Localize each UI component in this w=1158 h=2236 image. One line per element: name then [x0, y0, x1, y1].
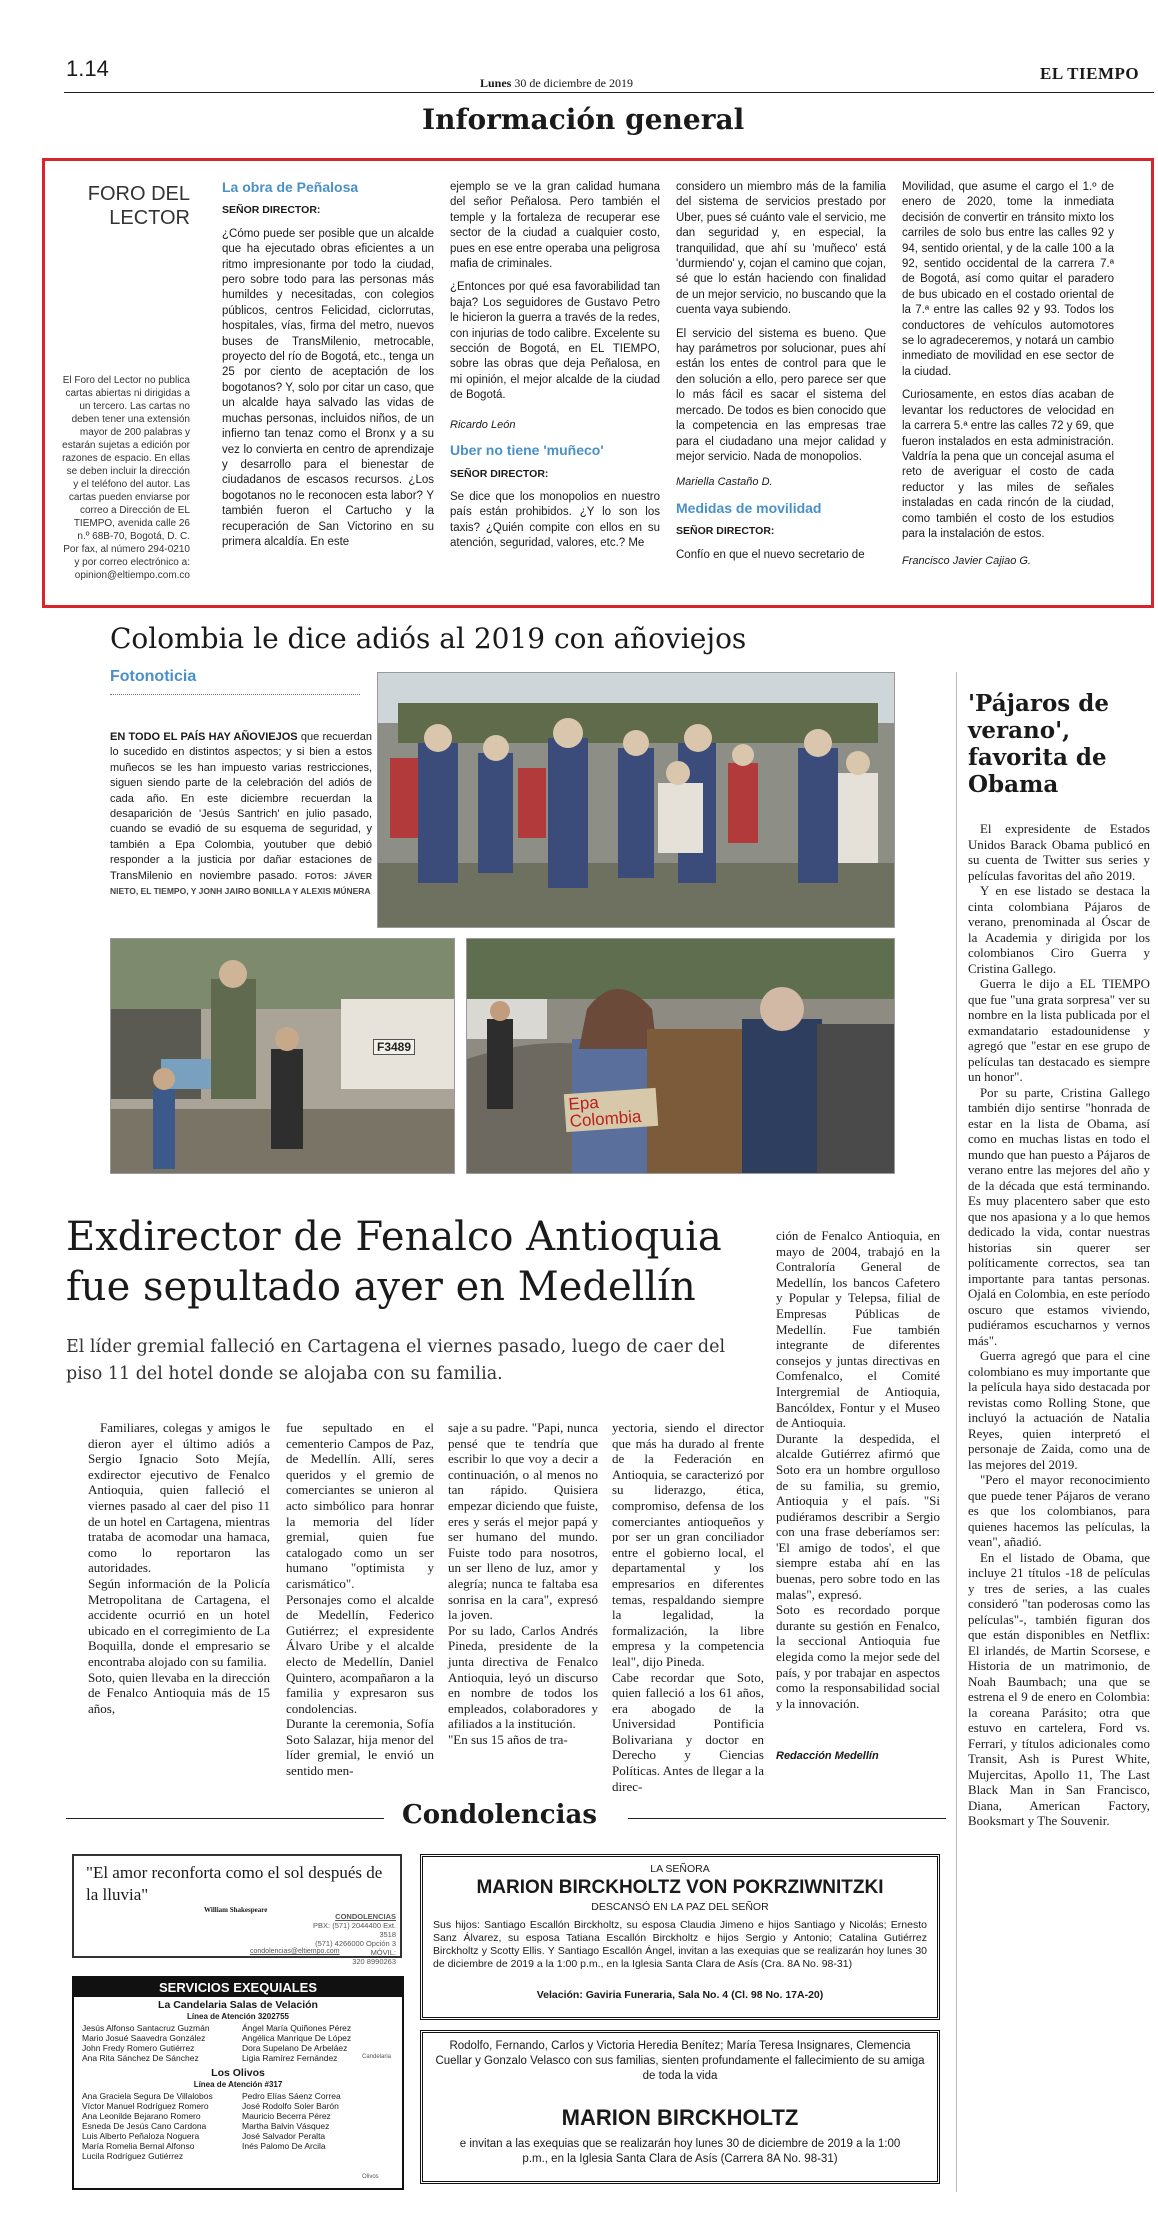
- letter-signature: Mariella Castaño D.: [676, 476, 773, 489]
- deceased-name: José Rodolfo Soler Barón: [242, 2101, 339, 2111]
- deceased-name: Martha Balvin Vásquez: [242, 2121, 330, 2131]
- obama-paragraph: Y en ese listado se destaca la cinta colombiana Pájaros de verano, prenominada al Óscar de la Academia y dirigida por los colombianos Ciro Guerra y Cristina Gallego.: [968, 884, 1150, 976]
- obit2-top: Rodolfo, Fernando, Carlos y Victoria Heredia Benítez; María Teresa Insignares, Clemencia Cuellar y Gonzalo Velasco con sus familias, sienten profundamente el fallecimiento de su amiga de toda la vida: [435, 2040, 925, 2082]
- servicios-box: [72, 1976, 404, 2190]
- candelaria-names-right: [242, 2023, 362, 2063]
- olivos-logo: Olivos: [362, 2174, 379, 2180]
- truck-plate: F3489: [373, 1039, 415, 1055]
- letter-paragraph: Confío en que el nuevo secretario de: [676, 548, 865, 561]
- candelaria-title: La Candelaria Salas de Velación: [158, 1999, 318, 2011]
- fenalco-col-2: fue sepultado en el cementerio Campos de Paz, de Medellín. Allí, seres queridos y el gremio de comerciantes se unieron al acto simbólico para honrar la memoria del líder gremial, quien fue catalogado como un ser humano "optimista y carismático". Personajes como el alcalde de Medellín, Federico Gutiérrez; el expresidente Álvaro Uribe y el alcalde electo de Medellín, Daniel Quintero, acompañaron a la familia y expresaron sus condolencias. Durante la ceremonia, Sofía Soto Salazar, hija menor del líder gremial, le envió un sentido men-: [286, 1420, 434, 1779]
- anoviejo-sign: Epa Colombia: [564, 1088, 658, 1132]
- foro-label-line2: LECTOR: [109, 207, 190, 229]
- deceased-name: Ana Rita Sánchez De Sánchez: [82, 2053, 199, 2063]
- caption-body: que recuerdan lo sucedido en distintos aspectos; y si bien a estos muñecos se les han impuesto varias restricciones, siguen siendo parte de la celebración del adiós de cada año. En este diciembre recuerdan la desaparición de 'Jesús Santrich' en julio pasado, cuando se evadió de su esquema de seguridad, y también a Epa Colombia, youtuber que debió responder a la justicia por dañar estaciones de TransMilenio en noviembre pasado.: [110, 731, 372, 882]
- obama-paragraph: Guerra le dijo a EL TIEMPO que fue "una grata sorpresa" ver su nombre en la lista publicada por el exmandatario estadounidense y agregó que "estar en ese grupo de películas tan destacado es siempre un honor".: [968, 977, 1150, 1084]
- deceased-name: María Romelia Bernal Alfonso: [82, 2141, 195, 2151]
- fenalco-col-4: yectoria, siendo el director que más ha durado al frente de la Federación en Antioquia, se caracterizó por su liderazgo, ética, compromiso, defensa de los comerciantes antioqueños y por ser un gran conciliador entre el gobierno local, el departamental y los empresarios en diferentes temas, respaldando siempre la legalidad, la formalización, la libre empresa y la competencia leal", dijo Pineda. Cabe recordar que Soto, quien falleció a los 61 años, era abogado de la Universidad Pontificia Bolivariana y doctor en Derecho y Ciencias Políticas. Antes de llegar a la direc-: [612, 1420, 764, 1794]
- olivos-names-right: [242, 2091, 362, 2151]
- deceased-name: Ana Leonilde Bejarano Romero: [82, 2111, 201, 2121]
- condolencias-email[interactable]: condolencias@eltiempo.com: [250, 1948, 340, 1955]
- sidebar-divider: [956, 672, 957, 2192]
- obit2-body: e invitan a las exequias que se realizarán hoy lunes 30 de diciembre de 2019 a la 1:00 p.m., en la Iglesia Santa Clara de Asís (Carrera 8A No. 98-31): [459, 2138, 901, 2165]
- fotonoticia-kicker: Fotonoticia: [110, 668, 197, 685]
- letter-paragraph: El servicio del sistema es bueno. Que hay parámetros por solucionar, pues ahí están los entes de control para que le den solución a ello, pero parece ser que lo más fácil es sacar el sistema del mercado. De todos es bien conocido que la competencia en las empresas trae para el ciudadano una mejor calidad y mejor servicio. Nada de monopolios.: [676, 327, 886, 463]
- obama-paragraph: Por su parte, Cristina Gallego también dijo sentirse "honrada de estar en la lista de Obama, así como en muchas listas en todo el mundo que han puesto a Pájaros de verano entre las mejores del año y de la década que está terminando. Es muy placentero saber que esto que nos apasiona y a lo que hemos dedicado la vida, contar nuestras historias sin querer ser políticamente correctos, sea tan importante para tantas personas. Ojalá en Colombia, en este período oscuro que estamos viviendo, pudiéramos escucharnos y vernos más".: [968, 1085, 1150, 1348]
- caption-lead: EN TODO EL PAÍS HAY AÑOVIEJOS: [110, 731, 298, 743]
- issue-day: Lunes: [480, 76, 512, 90]
- olivos-line: Línea de Atención #317: [193, 2080, 283, 2089]
- condolencias-contact: [296, 1912, 396, 1966]
- photo-epa-colombia-anoviejo: [466, 938, 895, 1174]
- quote-author: William Shakespeare: [204, 1906, 268, 1914]
- deceased-name: Mario Josué Saavedra González: [82, 2033, 206, 2043]
- foro-note: El Foro del Lector no publica cartas abiertas ni dirigidas a un tercero. Las cartas no deben tener una extensión mayor de 200 palabras y estarán sujetas a edición por razones de espacio. En ellas se deben incluir la dirección y el teléfono del autor. Las cartas pueden enviarse por correo a Dirección de EL TIEMPO, avenida calle 26 n.º 68B-70, Bogotá, D. C. Por fax, al número 294-0210 y por correo electrónico a: opinion@eltiempo.com.co: [62, 375, 190, 581]
- header-rule: [64, 92, 1154, 93]
- photo-credit: FOTOS: JÁVER NIETO, EL TIEMPO, Y JONH JAIRO BONILLA Y ALEXIS MÚNERA: [110, 870, 372, 897]
- letter-paragraph: Movilidad, que asume el cargo el 1.º de enero de 2020, tome la inmediata decisión de convertir en tránsito mixto los carriles de solo bus entre las calles 92 y 94, sentido oriental, y de la calle 100 a la 92, sentido occidental de la carrera 7.ª de Bogotá, así como quitar el paradero de bus ubicado en el costado oriental de la 7.ª entre las calles 92 y 93. Todos los conductores de vehículos automotores se lo agradeceremos, y notará un cambio inmediato de movilidad en ese sector de la ciudad.: [902, 181, 1114, 378]
- letter-paragraph: Curiosamente, en estos días acaban de levantar los reductores de velocidad en la carrera 5.ª entre las calles 72 y 69, que fueron instalados en esta administración. Valdría la pena que un concejal asuma el reto de averiguar el costo de cada reductor y las miles de señales instaladas en cada rincón de la ciudad, como también el costo de los estudios para la instalación de estos.: [902, 389, 1115, 540]
- photo-story-caption: [110, 730, 372, 899]
- deceased-name: Esneda De Jesús Cano Cardona: [82, 2121, 207, 2131]
- fenalco-headline: Exdirector de Fenalco Antioquia fue sepultado ayer en Medellín: [66, 1214, 722, 1310]
- fenalco-col-5: ción de Fenalco Antioquia, en mayo de 2004, trabajó en la Contraloría General de Medellín, los bancos Cafetero y Popular y Telepsa, filial de Empresas Públicas de Medellín. Fue también integrante de diferentes consejos y juntas directivas en Comfenalco, el Comité Intergremial de Antioquia, Bancóldex, Fontur y el Museo de Antioquia. Durante la despedida, el alcalde Gutiérrez afirmó que Soto era un hombre orgulloso de su familia, su gremio, Antioquia y el país. "Si pudiéramos describir a Sergio con una frase deberíamos ser: 'El amigo de todos', el que siempre estaba ahí en las buenas, pero sobre todo en las malas", expresó. Soto es recordado porque durante su gestión en Fenalco, la seccional Antioquia fue elegida como la mejor sede del país, y por trabajar en aspectos como la responsabilidad social y la innovación.: [776, 1228, 940, 1711]
- fenalco-signature: Redacción Medellín: [776, 1750, 879, 1762]
- candelaria-logo: Candelaria: [362, 2054, 392, 2060]
- condolencias-title: Condolencias: [402, 1800, 597, 1830]
- letter-paragraph: considero un miembro más de la familia del sistema de servicios prestado por Uber, pues sé cuánto vale el servicio, me dan seguridad y, en especial, la tranquilidad, que ahí su 'muñeco' está 'durmiendo' y, cojan el camino que cojan, sé que lo están haciendo con finalidad de un mejor servicio, no buscando que la cuenta vaya subiendo.: [676, 181, 886, 317]
- letter-salute: SEÑOR DIRECTOR:: [222, 204, 321, 217]
- condolencias-rule-right: [628, 1818, 946, 1819]
- obit-rip: DESCANSÓ EN LA PAZ DEL SEÑOR: [591, 1901, 769, 1913]
- kicker-rule: [110, 694, 360, 695]
- deceased-name: Luis Alberto Peñaloza Noguera: [82, 2131, 200, 2141]
- foro-label: [72, 182, 190, 230]
- deceased-name: José Salvador Peralta: [242, 2131, 326, 2141]
- masthead-brand: EL TIEMPO: [1040, 64, 1140, 83]
- foro-col-1: [222, 180, 434, 553]
- deceased-name: Pedro Elías Sáenz Correa: [242, 2091, 341, 2101]
- photo-epa-colombia-anoviejo-img: [467, 939, 895, 1174]
- contact-line: 320 8990263: [352, 1957, 396, 1966]
- letter-salute: SEÑOR DIRECTOR:: [450, 467, 549, 480]
- deceased-name: Lucila Rodríguez Gutiérrez: [82, 2151, 184, 2161]
- quote-text: "El amor reconforta como el sol después de la lluvia": [86, 1863, 383, 1904]
- letter-signature: Ricardo León: [450, 418, 516, 431]
- obit2-name: MARION BIRCKHOLTZ: [561, 2105, 799, 2130]
- olivos-names-left: [82, 2091, 247, 2161]
- contact-label: CONDOLENCIAS: [335, 1912, 396, 1921]
- deceased-name: Mauricio Becerra Pérez: [242, 2111, 331, 2121]
- obama-paragraph: Guerra agregó que para el cine colombiano es muy importante que la película haya sido destacada por revistas como Rolling Stone, que incluyó la actuación de Natalia Reyes, quien interpretó el personaje de Zaida, como una de las mejores del 2019.: [968, 1349, 1150, 1472]
- servicios-title: SERVICIOS EXEQUIALES: [74, 1978, 402, 1997]
- fenalco-dek: El líder gremial falleció en Cartagena el viernes pasado, luego de caer del piso 11 del hotel donde se alojaba con su familia.: [66, 1337, 726, 1384]
- foro-label-line1: FORO DEL: [87, 183, 190, 205]
- foro-col-2: [450, 180, 660, 555]
- obama-body: [968, 822, 1150, 1830]
- obit-body: Sus hijos: Santiago Escallón Birckholtz, su esposa Claudia Jimeno e hijos Santiago y Nicolás; Ernesto Sanz Álvarez, su esposa Tatiana Escallón Birckholtz e hijos Sergio y Antonio; Catalina Gutiérrez Birckholtz y Scotty Ellis. Y Santiago Escallón Ángel, invitan a las exequias que se realizarán hoy lunes 30 de diciembre de 2019 a la 1:00 p.m., en la Iglesia Santa Clara de Asís (Cra. 8A No. 98-31): [433, 1919, 927, 1970]
- issue-date-text: 30 de diciembre de 2019: [514, 76, 633, 90]
- obit-pre: LA SEÑORA: [650, 1863, 710, 1875]
- photo-story-headline: Colombia le dice adiós al 2019 con añoviejos: [110, 622, 747, 655]
- deceased-name: Ángel María Quiñones Pérez: [242, 2023, 352, 2033]
- foro-col-4: [902, 180, 1114, 570]
- issue-date: [480, 76, 633, 91]
- obit-name: MARION BIRCKHOLTZ VON POKRZIWNITZKI: [476, 1877, 884, 1898]
- photo-santrich-anoviejo: [110, 938, 455, 1174]
- letter-signature: Francisco Javier Cajiao G.: [902, 555, 1031, 568]
- letter-title-uber: Uber no tiene 'muñeco': [450, 442, 604, 459]
- deceased-name: Dora Supelano De Arbeláez: [242, 2043, 348, 2053]
- obituary-ad-family: [420, 1854, 940, 2020]
- letter-paragraph: ¿Entonces por qué esa favorabilidad tan baja? Los seguidores de Gustavo Petro le hicieron la guerra a través de la redes, con injurias de todo calibre. Excelente su sección de Bogotá, en EL TIEMPO, sobre las obras que deja Peñalosa, en mi opinión, el mejor alcalde de la ciudad de Bogotá.: [450, 281, 660, 402]
- contact-line: (571) 4266000 Opción 3: [315, 1939, 396, 1948]
- obituary-ad-friends: [420, 2030, 940, 2184]
- letter-salute: SEÑOR DIRECTOR:: [676, 525, 775, 538]
- quote-box: [72, 1854, 402, 1966]
- deceased-name: Ana Graciela Segura De Villalobos: [82, 2091, 213, 2101]
- letter-paragraph: ejemplo se ve la gran calidad humana del señor Peñalosa. Pero también el temple y la fortaleza de recuperar ese sector de la ciudad a cualquier costo, pues en ese entre operaba una peligrosa mafia de criminales.: [450, 181, 660, 271]
- obama-paragraph: El expresidente de Estados Unidos Barack Obama publicó en su cuenta de Twitter sus series y películas favoritas del año 2019.: [968, 822, 1150, 883]
- candelaria-line: Línea de Atención 3202755: [187, 2012, 289, 2021]
- photo-santrich-anoviejo-img: [111, 939, 455, 1174]
- contact-line: PBX: (571) 2044400 Ext. 3518: [313, 1921, 396, 1939]
- olivos-title: Los Olivos: [211, 2067, 265, 2079]
- foro-col-3: [676, 180, 886, 566]
- condolencias-rule-left: [66, 1818, 384, 1819]
- page-number: 1.14: [66, 56, 109, 81]
- deceased-name: Ligia Ramírez Fernández: [242, 2053, 338, 2063]
- photo-anoviejos-crowd-img: [378, 673, 895, 928]
- deceased-name: Inés Palomo De Arcila: [242, 2141, 326, 2151]
- obama-headline: 'Pájaros de verano', favorita de Obama: [968, 690, 1109, 798]
- deceased-name: Angélica Manrique De López: [242, 2033, 352, 2043]
- section-title: Información general: [422, 103, 745, 136]
- obama-paragraph: En el listado de Obama, que incluye 21 títulos -18 de películas y tres de series, a las cuales consideró "tan poderosas como las películas"-, también figuran dos que están disponibles en Netflix: El irlandés, de Martin Scorsese, e Historia de un matrimonio, de Noah Baumbach; una que se estrena el 9 de enero en Colombia: la coreana Parásito; otra que estuvo en cartelera, Ford vs. Ferrari, y títulos adicionales como Transit, Ash is Purest White, Mujercitas, Apollo 11, The Last Black Man in San Francisco, Diana, American Factory, Booksmart y The Souvenir.: [968, 1550, 1150, 1828]
- deceased-name: Víctor Manuel Rodríguez Romero: [82, 2101, 209, 2111]
- letter-title-penalosa: La obra de Peñalosa: [222, 179, 359, 195]
- letter-paragraph: Se dice que los monopolios en nuestro país están prohibidos. ¿Y lo son los taxis? ¿Quién compite con ellos en su atención, seguridad, valores, etc.? Me: [450, 490, 660, 550]
- contact-line: MÓVIL:: [370, 1948, 396, 1957]
- fenalco-col-3: saje a su padre. "Papi, nunca pensé que te tendría que escribir lo que voy a decir a continuación, o al menos no tan rápido. Quisiera empezar diciendo que fuiste, eres y serás el mejor papá y ser humano del mundo. Fuiste todo para nosotros, un ser lleno de luz, amor y alegría; nunca te faltaba esa sonrisa en la cara", expresó la joven. Por su lado, Carlos Andrés Pineda, presidente de la junta directiva de Fenalco Antioquia, leyó un discurso en nombre de todos los empleados, colaboradores y afiliados a la institución. "En sus 15 años de tra-: [448, 1420, 598, 1747]
- photo-anoviejos-crowd: [377, 672, 895, 928]
- deceased-name: John Fredy Romero Gutiérrez: [82, 2043, 195, 2053]
- candelaria-names-left: [82, 2023, 247, 2063]
- letter-paragraph: ¿Cómo puede ser posible que un alcalde que ha ejecutado obras eficientes a un ritmo impresionante por todo la ciudad, pero sobre todo para las personas más humildes y necesitadas, con colegios públicos, centros Felicidad, ciclorrutas, hospitales, vías, firma del metro, nuevos buses de TransMilenio, metrocable, proyecto del río de Bogotá, etc., tenga un 25 por ciento de aceptación de los bogotanos? Y, solo por citar un caso, que un alcalde haya salvado las vidas de muchas personas, incluidos niños, de un infierno tan tenaz como el Bronx y a su vez lo convierta en centro de aprendizaje y desarrollo para el bienestar de ciudadanos de escasos recursos. ¿Los bogotanos no le reconocen esta labor? Y también fueron el Cartucho y la recuperación de San Victorino en su primera alcaldía. En este: [222, 227, 434, 548]
- letter-title-movilidad: Medidas de movilidad: [676, 499, 822, 516]
- obama-paragraph: "Pero el mayor reconocimiento que puede tener Pájaros de verano es que los colombianos, para quienes hacemos las películas, la vean", añadió.: [968, 1473, 1150, 1549]
- fenalco-col-1: Familiares, colegas y amigos le dieron ayer el último adiós a Sergio Ignacio Soto Mejía, exdirector ejecutivo de Fenalco Antioquia, quien falleció el viernes pasado al caer del piso 11 de un hotel en Cartagena, mientras trataba de acomodar una hamaca, como lo reportaron las autoridades. Según información de la Policía Metropolitana de Cartagena, el accidente ocurrió en un hotel ubicado en el corregimiento de La Boquilla, donde el empresario se encontraba alojado con su familia. Soto, quien llevaba en la dirección de Fenalco Antioquia más de 15 años,: [88, 1420, 270, 1716]
- deceased-name: Jesús Alfonso Santacruz Guzmán: [82, 2023, 210, 2033]
- obit-velacion: Velación: Gaviria Funeraria, Sala No. 4 (Cl. 98 No. 17A-20): [536, 1989, 824, 2001]
